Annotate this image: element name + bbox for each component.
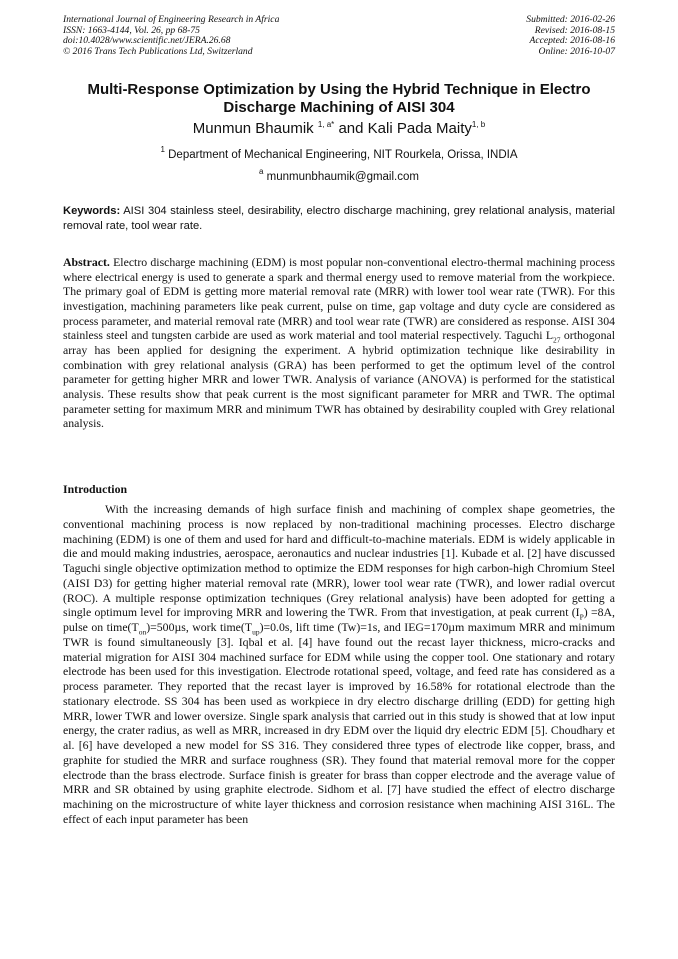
journal-header: [63, 15, 615, 57]
doi-line[interactable]: doi:10.4028/www.scientific.net/JERA.26.68: [63, 35, 231, 47]
author-2-marker: 1, b: [471, 120, 486, 129]
affiliation-text: Department of Mechanical Engineering, NIT Rourkela, Orissa, INDIA: [164, 149, 518, 161]
paper-title: Multi-Response Optimization by Using the Hybrid Technique in Electro Discharge Machining of AISI 304: [87, 81, 591, 116]
author-1-name: Munmun Bhaumik: [192, 120, 314, 137]
introduction-heading: Introduction: [63, 482, 128, 496]
abstract: [63, 255, 615, 431]
affiliation-marker: 1: [160, 145, 165, 154]
revised-date: Revised: 2016-08-15: [534, 24, 615, 36]
header-right: [526, 15, 615, 57]
issn-line: ISSN: 1663-4144, Vol. 26, pp 68-75: [63, 24, 200, 36]
submitted-date: Submitted: 2016-02-26: [526, 14, 615, 25]
author-joiner: and: [334, 120, 368, 137]
affiliation: [63, 145, 615, 162]
author-2-name: Kali Pada Maity: [367, 120, 472, 137]
keywords: [63, 204, 615, 233]
header-left: [63, 15, 279, 57]
intro-text-4: )=0.0s, lift time (Tw)=1s, and IEG=170µm maximum MRR and minimum TWR is found simultaneously [3]. Iqbal et al. [4] have found out the recast layer thickness, micro-cracks and material migration for AISI 304 machined surface for EDM while using the copper tool. One stationary and rotary electrode has been used for this investigation. Electrode rotational speed, voltage, and feed rate has considered as a process parameter. They reported that the recast layer is improved by 16.58% for rotational electrode than the stationary electrode. SS 304 has been used as workpiece in dry electro discharge drilling (EDD) for getting high MRR, lower TWR and lower oversize. Single spark analysis that carried out in this study is showed that at low input energy, the crater radius, as well as MRR, increased in dry EDM over the liquid dry electric EDM [5]. Choudhary et al. [6] have developed a new model for SS 316. They considered three types of electrode like copper, brass, and graphite for studied the MRR and surface roughness (SR). They found that material removal more for the copper electrode than the brass electrode. Surface finish is greater for brass than copper electrode and the average value of MRR and SR obtained by using graphite electrode. Sidhom et al. [7] have studied the effect of electro discharge machining on the microstructure of white layer thickness and corrosion resistance when machining AISI 316L. The effect of each input parameter has been: [63, 620, 616, 826]
intro-sub-p: P: [579, 612, 584, 622]
email-marker: a: [259, 167, 264, 176]
author-line: [63, 120, 615, 138]
intro-text-2: ) =8A, pulse on time(T: [63, 605, 615, 634]
intro-text-3: )=500µs, work time(T: [146, 620, 253, 634]
abstract-text-1: Electro discharge machining (EDM) is most popular non-conventional electro-thermal machining process where electrical energy is used to generate a spark and thermal energy used to remove material from the workpiece. The primary goal of EDM is getting more material removal rate (MRR) with lower tool wear rate (TWR). For this investigation, machining parameters like peak current, pulse on time, gap voltage and duty cycle are considered as process parameter, and material removal rate (MRR) and tool wear rate (TWR) are considered as response. AISI 304 stainless steel and tungsten carbide are used as work material and tool material respectively. Taguchi L: [63, 255, 615, 343]
accepted-date: Accepted: 2016-08-16: [529, 35, 615, 47]
online-date: Online: 2016-10-07: [538, 45, 615, 57]
intro-sub-on: on: [138, 627, 147, 637]
email-address[interactable]: munmunbhaumik@gmail.com: [263, 171, 419, 183]
copyright-line: © 2016 Trans Tech Publications Ltd, Switzerland: [63, 45, 253, 57]
keywords-text: AISI 304 stainless steel, desirability, electro discharge machining, grey relational analysis, material removal rate, tool wear rate.: [63, 205, 615, 232]
introduction-paragraph: [63, 502, 615, 827]
abstract-text-2: orthogonal array has been applied for designing the experiment. A hybrid optimization technique like desirability in combination with grey relational analysis (GRA) has been performed to get the optimum level of the control parameter for getting higher MRR and lower TWR. Analysis of variance (ANOVA) is performed for the statistical analysis. These results show that peak current is the most significant parameter for MRR and TWR. The optimal parameter setting for maximum MRR and minimum TWR has obtained by desirability coupled with Grey relational analysis.: [63, 328, 615, 431]
journal-name: International Journal of Engineering Research in Africa: [63, 14, 280, 25]
keywords-label: Keywords:: [63, 205, 121, 217]
intro-sub-up: up: [252, 627, 260, 637]
abstract-label: Abstract.: [63, 255, 110, 269]
intro-text-1: With the increasing demands of high surface finish and machining of complex shape geometries, the conventional machining process is now replaced by non-traditional machining processes. Electro discharge machining (EDM) is one of them and used for hard and difficult-to-machine materials. EDM is widely applicable in die and mould making industries, aerospace, aeronautics and nuclear industries [1]. Kubade et al. [2] have discussed Taguchi single objective optimization method to optimize the EDM responses for high carbon-high Chromium Steel (AISI D3) for getting higher material removal rate (MRR), lower tool wear rate (TWR), and lower radial overcut (ROC). A multiple response optimization techniques (Grey relational analysis) have been adopted for getting a single optimum level for improving MRR and lowering the TWR. From that investigation, at peak current (I: [63, 502, 615, 620]
author-1-marker: 1, a*: [317, 120, 335, 129]
abstract-subscript: 27: [553, 335, 561, 345]
author-email: [63, 167, 615, 184]
